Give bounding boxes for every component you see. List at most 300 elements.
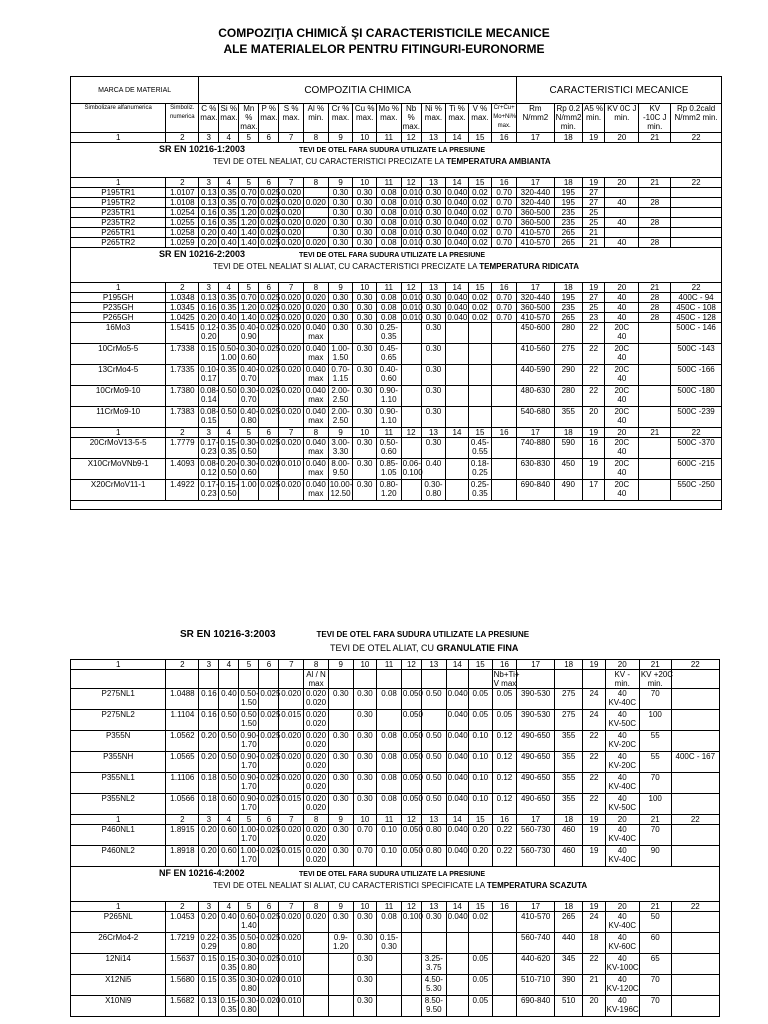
table-row-cell xyxy=(671,975,719,996)
table-row-cell: 0.20 xyxy=(199,752,219,773)
table-row-cell: 1.7383 xyxy=(166,407,199,428)
column-number-row xyxy=(71,660,720,670)
column-number: 4 xyxy=(219,133,239,143)
column-number: 19 xyxy=(583,815,605,825)
table-row-cell: 0.30 xyxy=(328,773,353,794)
table-row-cell: 0.040 max xyxy=(303,407,328,428)
table-row-cell: 20 xyxy=(582,407,604,428)
column-number: 21 xyxy=(639,660,671,670)
table-row-cell xyxy=(421,933,446,954)
table-row-cell: 0.08- 0.12 xyxy=(199,459,219,480)
table-row-cell: 1.1104 xyxy=(166,710,199,731)
table-row-cell: 0.08- 0.14 xyxy=(199,386,219,407)
table-row-cell: 450C - 108 xyxy=(671,303,722,313)
column-number: 19 xyxy=(582,178,604,188)
table-row-cell xyxy=(671,198,722,208)
table-row-cell: 0.040 max xyxy=(303,386,328,407)
table-row-cell xyxy=(446,480,468,501)
table-row-cell: 0.30 xyxy=(353,975,377,996)
column-number: 15 xyxy=(469,660,493,670)
table-row-cell: 0.30- 0.80 xyxy=(421,480,446,501)
table-row-cell: 0.50 xyxy=(219,386,239,407)
table-row-cell xyxy=(639,459,671,480)
table-row-cell: 0.15 xyxy=(199,975,219,996)
table-row-cell xyxy=(492,996,517,1017)
table-row-cell: 25 xyxy=(582,208,604,218)
table-row-cell: P275NL1 xyxy=(71,689,166,710)
table-row-cell: 40 KV-40C xyxy=(605,912,639,933)
table-row-cell: 0.020 xyxy=(279,198,304,208)
column-number: 22 xyxy=(671,660,719,670)
table-row-cell: 0.020 xyxy=(279,912,304,933)
column-number: 8 xyxy=(304,902,329,912)
table-row-cell: 590 xyxy=(554,438,582,459)
table-row-cell: 0.15- 0.30 xyxy=(377,933,402,954)
table-row-cell: 0.040 xyxy=(446,912,468,933)
table-row-cell: 500C -143 xyxy=(671,344,722,365)
table-row-cell xyxy=(639,365,671,386)
column-number: 13 xyxy=(421,660,446,670)
table-row-cell: 275 xyxy=(554,344,582,365)
table-row-cell: 195 xyxy=(554,293,582,303)
subheader-cell: KV +20C min. xyxy=(640,670,674,688)
table-row-cell: 195 xyxy=(554,188,582,198)
column-number: 7 xyxy=(279,283,304,293)
table-row-cell xyxy=(401,407,421,428)
column-number: 2 xyxy=(166,178,199,188)
column-number: 5 xyxy=(239,178,259,188)
table-row-cell: 265 xyxy=(554,238,582,248)
table-row-cell: 0.30 xyxy=(353,407,377,428)
table-row xyxy=(71,386,722,407)
column-number: 1 xyxy=(71,178,166,188)
table-row-cell: 0.70 xyxy=(492,313,517,323)
table-row-cell: 0.025 xyxy=(260,208,281,217)
column-number: 5 xyxy=(239,428,259,438)
column-header: KV 0C J min. xyxy=(605,104,639,133)
table-row-cell xyxy=(639,323,671,344)
section-line2-emph: TEMPERATURA AMBIANTA xyxy=(446,157,551,166)
table-row-cell: 1.0258 xyxy=(166,228,199,238)
column-number: 13 xyxy=(421,178,446,188)
table-row-cell: 0.30 xyxy=(328,912,353,933)
column-number: 3 xyxy=(199,428,219,438)
table-row-cell: 0.020 xyxy=(279,323,304,344)
subheader-cell xyxy=(446,670,468,689)
table-row-cell: 0.08 xyxy=(376,313,401,323)
table-row-cell: 24 xyxy=(583,912,605,933)
table-row-cell xyxy=(446,407,468,428)
table-row-cell xyxy=(671,188,722,198)
column-number: 14 xyxy=(446,660,468,670)
column-number: 14 xyxy=(446,178,468,188)
table-row-cell: 0.30 xyxy=(328,689,353,710)
table-row-cell: 0.9- 1.20 xyxy=(328,933,353,954)
table-row xyxy=(71,218,722,228)
table-row-cell xyxy=(671,218,722,228)
table-row-cell: 440 xyxy=(555,933,583,954)
column-number: 21 xyxy=(639,902,671,912)
table-row-cell: 0.30 xyxy=(421,303,446,313)
section-line2-emph: TEMPERATURA RIDICATA xyxy=(479,262,579,271)
table-row-cell: 320-440 xyxy=(517,293,555,303)
table-row-cell: 0.08 xyxy=(377,773,402,794)
table-row-cell: 24 xyxy=(583,689,605,710)
table-row-cell xyxy=(401,954,421,975)
table-row-cell: 460 xyxy=(555,846,583,867)
column-number: 3 xyxy=(199,815,219,825)
table-row-cell: 10CrMo9-10 xyxy=(71,386,166,407)
table-row-cell xyxy=(492,365,517,386)
table-row-cell: 0.020 xyxy=(279,731,304,752)
column-header: Rm N/mm2 xyxy=(517,104,555,133)
column-header: Simboliz. numerica xyxy=(166,104,199,133)
table-row xyxy=(71,365,722,386)
table-row-cell: 0.30 xyxy=(328,293,353,303)
table-row-cell: 0.040 xyxy=(447,238,468,247)
table-row-cell: 0.17- 0.23 xyxy=(199,480,219,501)
column-header: Rp 0.2cald N/mm2 min. xyxy=(671,104,722,133)
table-row-cell: 1.7219 xyxy=(166,933,199,954)
subheader-cell xyxy=(353,670,377,689)
column-number: 21 xyxy=(639,815,671,825)
section-en10216-2 xyxy=(71,248,722,283)
table-row-cell: 550C -250 xyxy=(671,480,722,501)
table-row-cell: 630-830 xyxy=(517,459,555,480)
table-row-cell: 0.30 xyxy=(353,313,377,323)
column-number: 12 xyxy=(401,133,421,143)
table-row-cell: 0.30 xyxy=(328,188,353,198)
table-row xyxy=(71,344,722,365)
table-row-cell: 265 xyxy=(555,912,583,933)
table-row-cell: 275 xyxy=(555,710,583,731)
table-row-cell: 65 xyxy=(639,954,671,975)
table-row-cell: 0.010 xyxy=(402,303,423,312)
table-row-cell: 540-680 xyxy=(517,407,555,428)
table-row-cell xyxy=(446,996,468,1017)
section-en10216-4 xyxy=(71,867,720,902)
table-row-cell: 0.50 xyxy=(421,731,446,752)
table-row-cell: 0.02 xyxy=(468,208,492,218)
table-row-cell: 1.8915 xyxy=(166,825,199,846)
table-row-cell xyxy=(421,710,446,731)
table-row-cell: 21 xyxy=(583,975,605,996)
table-row-cell: 0.70 xyxy=(492,228,517,238)
table-row-cell: 21 xyxy=(582,238,604,248)
column-number: 17 xyxy=(517,660,555,670)
table-row-cell: 500C - 146 xyxy=(671,323,722,344)
column-number: 10 xyxy=(353,428,377,438)
column-number: 22 xyxy=(671,815,719,825)
table-row-cell: 0.010 xyxy=(402,218,423,227)
table-row-cell xyxy=(377,710,402,731)
table-row-cell: 0.10 xyxy=(469,794,493,815)
table-row-cell: 0.90- 1.10 xyxy=(376,386,401,407)
table-row-cell: 24 xyxy=(583,710,605,731)
table-row-cell: 1.00- 1.70 xyxy=(239,846,259,867)
subheader-cell xyxy=(555,670,583,689)
table-row-cell: 0.15- 0.35 xyxy=(219,954,239,975)
table-row-cell: 0.010 xyxy=(402,198,423,207)
table-row-cell: 20 xyxy=(583,996,605,1017)
table-row-cell: 0.30 xyxy=(328,731,353,752)
table-row-cell xyxy=(304,933,329,954)
column-number: 4 xyxy=(219,815,239,825)
table-row-cell: 0.30 xyxy=(353,459,377,480)
section-code: SR EN 10216-3:2003 xyxy=(180,629,276,640)
table-row-cell xyxy=(492,975,517,996)
table-row-cell: 0.040 xyxy=(446,825,468,846)
table-row-cell: 0.30- 0.70 xyxy=(239,386,259,407)
table-row-cell: 0.35 xyxy=(219,323,239,344)
table-row-cell: 0.50 xyxy=(219,731,239,752)
table-row-cell: 0.08 xyxy=(376,293,401,303)
table-row-cell: 10.00- 12.50 xyxy=(328,480,353,501)
table-row-cell: 0.30 xyxy=(421,228,446,238)
column-number: 11 xyxy=(376,428,401,438)
table-row-cell: 0.12 xyxy=(492,794,517,815)
table-row-cell: 70 xyxy=(639,773,671,794)
table-row-cell: 0.30 xyxy=(353,794,377,815)
table-row-cell: 0.30 xyxy=(353,293,377,303)
table-row-cell: 0.020 xyxy=(279,480,304,501)
table-row-cell: 0.12 xyxy=(492,731,517,752)
table-row-cell: 40 xyxy=(605,303,639,313)
doc-title-line2: ALE MATERIALELOR PENTRU FITINGURI-EURONORME xyxy=(223,42,545,56)
table-row-cell: 0.040 xyxy=(447,208,468,217)
table-row-cell: 0.35 xyxy=(219,303,239,313)
table-row xyxy=(71,825,720,846)
table-row-cell: 4.50- 5.30 xyxy=(421,975,446,996)
table-row-cell: 22 xyxy=(583,773,605,794)
column-number: 20 xyxy=(605,902,639,912)
table-row-cell: 0.10 xyxy=(469,731,493,752)
table-row-cell: 40 KV-60C xyxy=(605,933,639,954)
table-row-cell xyxy=(401,386,421,407)
table-row-cell: 0.30 xyxy=(353,303,377,313)
table-row-cell: 0.05 xyxy=(492,710,517,731)
table-row-cell: 0.70 xyxy=(492,198,517,208)
table-row-cell: 0.22 xyxy=(492,825,517,846)
table-row xyxy=(71,407,722,428)
table-row-cell: 0.30 xyxy=(421,208,446,218)
section-line1: TEVI DE OTEL FARA SUDURA UTILIZATE LA PRESIUNE xyxy=(299,871,486,878)
subheader-cell xyxy=(401,670,421,689)
table-row-cell: 0.10 xyxy=(377,825,402,846)
table-row-cell: 0.020 0.020 xyxy=(304,689,329,710)
table-row-cell: 0.025 xyxy=(259,846,279,867)
table-row-cell: 0.70 xyxy=(492,208,517,218)
column-number: 14 xyxy=(446,428,468,438)
table-row-cell: 0.30 xyxy=(421,188,446,198)
table-row-cell: 0.16 xyxy=(199,208,219,218)
table-row-cell: X12Ni5 xyxy=(71,975,166,996)
table-row-cell: 0.02 xyxy=(469,912,493,933)
table-row-cell xyxy=(401,438,421,459)
table-row-cell: 0.010 xyxy=(402,238,423,247)
column-number: 16 xyxy=(492,428,517,438)
table-row-cell: 0.17- 0.23 xyxy=(199,438,219,459)
table-row-cell xyxy=(639,438,671,459)
column-number: 20 xyxy=(605,428,639,438)
column-number: 6 xyxy=(259,902,279,912)
table-row-cell: 0.08 xyxy=(377,731,402,752)
column-header: Rp 0.2 N/mm2 min. xyxy=(555,104,582,131)
column-number: 20 xyxy=(605,133,639,143)
table-row-cell: 500C -166 xyxy=(671,365,722,386)
table-row-cell: 0.30 xyxy=(328,218,353,228)
table-row-cell: 0.40- 0.80 xyxy=(239,407,259,428)
column-number: 1 xyxy=(71,660,166,670)
column-number: 14 xyxy=(446,283,468,293)
table-row-cell: 0.020 xyxy=(303,218,328,228)
subheader-cell xyxy=(279,670,304,689)
table-row-cell: 0.16 xyxy=(199,710,219,731)
table-row-cell: 0.025 xyxy=(260,303,281,312)
table-row-cell: 0.90- 1.10 xyxy=(376,407,401,428)
table-row-cell xyxy=(377,975,402,996)
table-row-cell: 0.015 xyxy=(279,794,304,815)
table-row-cell: 0.040 xyxy=(446,846,468,867)
table-row xyxy=(71,752,720,773)
table-row-cell: 0.050 xyxy=(401,731,421,752)
table-row-cell: 0.040 max xyxy=(303,323,328,344)
column-number: 3 xyxy=(199,902,219,912)
subheader-cell xyxy=(219,670,239,689)
column-header: Cu % max. xyxy=(353,104,377,133)
column-number: 3 xyxy=(199,283,219,293)
subheader-cell xyxy=(583,670,605,689)
column-number: 5 xyxy=(239,283,259,293)
column-number: 22 xyxy=(671,902,719,912)
table-row-cell: 22 xyxy=(583,731,605,752)
table-row-cell: 0.30 xyxy=(421,198,446,208)
column-number: 16 xyxy=(492,902,517,912)
table-row-cell: 27 xyxy=(582,293,604,303)
table-row-cell: 0.30 xyxy=(353,996,377,1017)
table-row-cell: 490-650 xyxy=(517,752,555,773)
table-row-cell: 28 xyxy=(639,313,671,323)
table-row-cell: P460NL1 xyxy=(71,825,166,846)
table-row-cell: 0.020 xyxy=(279,407,304,428)
table-row-cell: 0.05 xyxy=(469,975,493,996)
column-number: 19 xyxy=(583,660,605,670)
table-row-cell: 560-740 xyxy=(517,933,555,954)
column-number: 2 xyxy=(166,133,199,143)
table-row-cell xyxy=(304,954,329,975)
table-row-cell: 0.50- 0.80 xyxy=(239,933,259,954)
table-row-cell: 0.040 xyxy=(446,710,468,731)
column-header: Simbolizare alfanumerica xyxy=(71,104,166,133)
table-row-cell: 500C -239 xyxy=(671,407,722,428)
table-row-cell: 0.02 xyxy=(468,218,492,228)
table-row-cell: 20C 40 xyxy=(605,459,639,480)
section-line2-emph: GRANULATIE FINA xyxy=(436,643,519,653)
column-number: 15 xyxy=(468,178,492,188)
subheader-cell xyxy=(199,670,219,689)
table-row-cell: 490-650 xyxy=(517,773,555,794)
table-row-cell: 25 xyxy=(582,218,604,228)
column-number: 8 xyxy=(303,428,328,438)
column-number: 17 xyxy=(517,133,555,143)
table-row-cell xyxy=(446,975,468,996)
table-row-cell xyxy=(639,480,671,501)
table-row-cell: 740-880 xyxy=(517,438,555,459)
table-row-cell: 0.22- 0.29 xyxy=(199,933,219,954)
table-row-cell: 0.040 xyxy=(447,228,468,237)
table-row-cell: 0.50 xyxy=(219,773,239,794)
header-caracteristici: CARACTERISTICI MECANICE xyxy=(517,77,722,104)
table-row-cell: 500C -180 xyxy=(671,386,722,407)
table-row-cell: 0.050 xyxy=(401,794,421,815)
table-row-cell: 17 xyxy=(582,480,604,501)
table-row-cell: 0.020 xyxy=(303,313,328,323)
column-number: 4 xyxy=(219,902,239,912)
table-row-cell: 0.40 xyxy=(219,238,239,248)
table-row-cell xyxy=(401,323,421,344)
column-number: 16 xyxy=(492,178,517,188)
table-row-cell: 0.08 xyxy=(376,238,401,248)
table-row-cell: 0.020 0.020 xyxy=(304,710,329,731)
table-row-cell: 0.040 max xyxy=(303,438,328,459)
table-row-cell xyxy=(671,238,722,248)
column-number: 5 xyxy=(239,815,259,825)
column-header: Al % min. xyxy=(303,104,328,133)
table-row-cell: 0.10 xyxy=(469,773,493,794)
table-row-cell: 28 xyxy=(639,303,671,313)
table-row-cell: 0.30 xyxy=(421,323,446,344)
table-row-cell: 0.025 xyxy=(259,407,279,428)
table-row-cell: P195TR1 xyxy=(71,188,166,198)
section-line1: TEVI DE OTEL FARA SUDURA UTILIZATE LA PRESIUNE xyxy=(299,252,486,259)
table-row-cell: 1.0565 xyxy=(166,752,199,773)
table-row xyxy=(71,933,720,954)
table-row-cell xyxy=(492,386,517,407)
table-row-cell: 355 xyxy=(555,752,583,773)
table-row-cell: 0.05 xyxy=(469,710,493,731)
table-row-cell xyxy=(671,846,719,867)
table-row-cell xyxy=(446,438,468,459)
table-row-cell: 390 xyxy=(555,975,583,996)
table-row-cell: 0.20 xyxy=(199,912,219,933)
table-row-cell: 0.020 xyxy=(279,689,304,710)
table-row-cell: 28 xyxy=(639,218,671,228)
table-row-cell: 0.90- 1.70 xyxy=(239,773,259,794)
column-number: 15 xyxy=(469,815,493,825)
table-row-cell: 0.025 xyxy=(260,238,281,247)
table-row-cell: 0.30 xyxy=(328,208,353,218)
column-number: 22 xyxy=(671,178,722,188)
table-row-cell xyxy=(328,954,353,975)
table-row-cell: 0.30 xyxy=(353,438,377,459)
table-row-cell: 1.0566 xyxy=(166,794,199,815)
table-row xyxy=(71,303,722,313)
table-row-cell: 0.050 xyxy=(401,773,421,794)
table-row-cell: 0.020 0.020 xyxy=(304,752,329,773)
table-row-cell: 0.025 xyxy=(260,313,281,322)
table-row-cell: 23 xyxy=(582,313,604,323)
table-row xyxy=(71,731,720,752)
table-row-cell xyxy=(671,825,719,846)
table-row-cell xyxy=(468,365,492,386)
table-row-cell: 40 KV-40C xyxy=(605,689,639,710)
table-row-cell: 1.5637 xyxy=(166,954,199,975)
table-row-cell: 320-440 xyxy=(517,188,555,198)
table-row-cell: 400C - 167 xyxy=(671,752,719,773)
table-row-cell: 690-840 xyxy=(517,480,555,501)
table-row-cell: 0.12- 0.20 xyxy=(199,323,219,344)
table-row-cell: 1.5415 xyxy=(166,323,199,344)
